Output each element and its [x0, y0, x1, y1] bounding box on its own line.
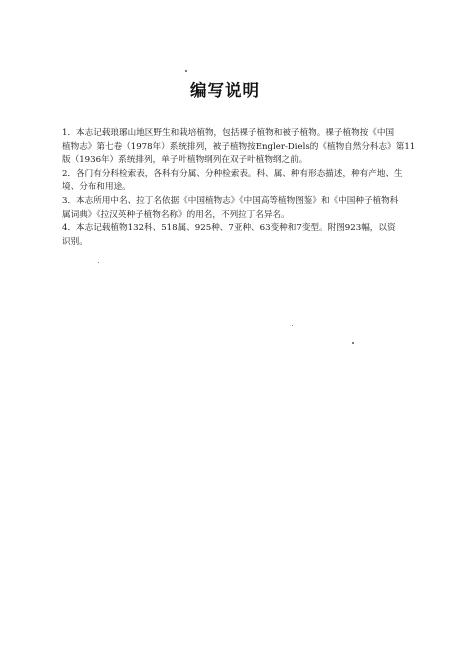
paragraph-line: 3．本志所用中名、拉丁名依据《中国植物志》《中国高等植物图鉴》和《中国种子植物科 [62, 195, 399, 206]
document-body [62, 127, 418, 249]
paragraph-line: 2．各门有分科检索表，各科有分属、分种检索表。科、属、种有形态描述，种有产地、生 [62, 168, 403, 179]
scan-speck [352, 342, 354, 344]
paragraph-line: 版（1936年）系统排列，单子叶植物纲列在双子叶植物纲之前。 [62, 155, 308, 166]
paragraph-line: 植物志》第七卷（1978年）系统排列，被子植物按Engler-Diels的《植物自然分科志》第11 [62, 141, 416, 152]
paragraph-line: 1．本志记载琅琊山地区野生和栽培植物，包括裸子植物和被子植物。裸子植物按《中国 [62, 128, 395, 138]
scan-speck [98, 262, 99, 263]
paragraph-line: 境、分布和用途。 [62, 182, 131, 193]
paragraph-4 [62, 222, 418, 249]
paragraph-line: 4．本志记载植物132科、518属、925种、7亚种、63变种和7变型。附图923幅，以资 [62, 223, 396, 234]
paragraph-3 [62, 195, 418, 222]
paragraph-line: 属词典》《拉汉英种子植物名称》的用名，不列拉丁名异名。 [62, 209, 290, 220]
paragraph-2 [62, 168, 418, 195]
scan-speck [292, 325, 293, 326]
paragraph-1 [62, 127, 418, 168]
paragraph-line: 识别。 [62, 236, 88, 247]
page-title: 编写说明 [190, 81, 260, 100]
scan-speck [185, 70, 187, 72]
